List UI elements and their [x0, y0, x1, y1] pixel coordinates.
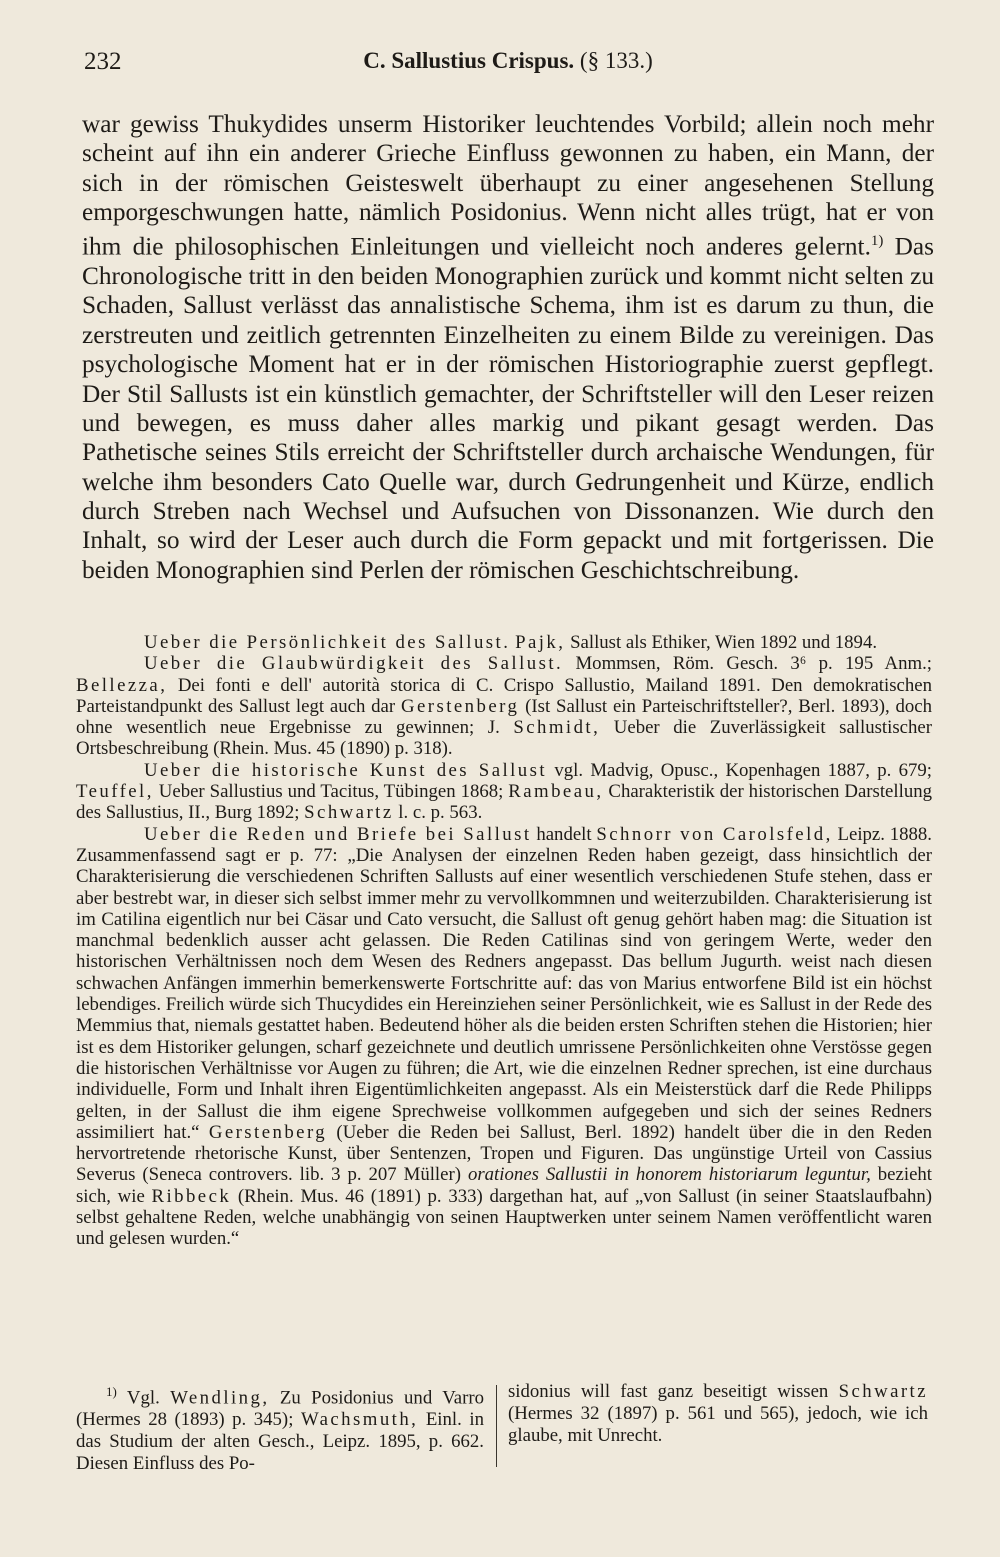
main-text	[82, 110, 934, 585]
main-text-part-2: Das Chronologische tritt in den beiden Monographien zurück und kommt nicht selten zu Schaden, Sallust verlässt das annalistische Schema, ihm ist es darum zu thun, die zerstreuten und zeitlich getrennten Einzelheiten zu einem Bilde zu vereinigen. Das psychologische Moment hat er in der römischen Historiographie zuerst gepflegt. Der Stil Sallusts ist ein künstlich gemachter, der Schriftsteller will den Leser reizen und bewegen, es muss daher alles markig und pikant gesagt werden. Das Pathetische seines Stils erreicht der Schriftsteller durch archaische Wendungen, für welche ihm besonders Cato Quelle war, durch Gedrungenheit und Kürze, endlich durch Streben nach Wechsel und Aufsuchen von Dissonanzen. Wie durch den Inhalt, so wird der Leser auch durch die Form gepackt und mit fortgerissen. Die beiden Monographien sind Perlen der römischen Geschichtschreibung.	[82, 232, 934, 584]
note-text: Ueber Sallustius und Tacitus, Tübingen 1868;	[153, 781, 509, 803]
author-name: Teuffel,	[76, 781, 154, 803]
footnote-reference: 1)	[870, 233, 884, 250]
footnote-marker: 1)	[106, 1384, 117, 1399]
author-name: Wachsmuth,	[300, 1409, 419, 1431]
running-title-section: (§ 133.)	[579, 48, 653, 73]
note-text: Dei fonti e dell' autorità storica di C. Crispo Sallustio, Mailand 1891. Den demokratischen Parteistandpunkt des Sallust legt auch dar	[76, 674, 932, 717]
note-text: (Rhein. Mus. 46 (1891) p. 333) dargethan hat, auf „von Sallust (in seiner Staatslaufbahn) selbst gehaltene Reden, welche unabhängig von seinen Hauptwerken unter seinem Namen veröffentlicht waren und gelesen wurden.“	[76, 1185, 932, 1250]
latin-quotation: orationes Sallustii in honorem historiarum leguntur,	[467, 1164, 871, 1186]
note-text: Sallust als Ethiker, Wien 1892 und 1894.	[565, 632, 878, 653]
running-header	[84, 48, 932, 82]
note-text: vgl. Madvig, Opusc., Kopenhagen 1887, p. 679;	[547, 759, 933, 781]
note-historical-art	[76, 760, 932, 824]
running-title	[84, 48, 932, 74]
author-name: Wendling,	[170, 1387, 270, 1409]
note-personality	[76, 632, 932, 653]
footnote-text: (Hermes 32 (1897) p. 561 und 565), jedoch, wie ich glaube, mit Unrecht.	[508, 1403, 928, 1446]
note-heading: Ueber die historische Kunst des Sallust	[144, 759, 548, 781]
footnote-right-column	[508, 1381, 928, 1447]
note-text: Leipz. 1888. Zusammenfassend sagt er p. 77: „Die Analysen der einzelnen Reden haben gezeigt, dass hinsichtlich der Charakterisierung die verschiedenen Schriften Sallusts auf einer wesentlich verschiedenen Stufe stehen, dass er aber bestrebt war, in dieser sich selbst immer mehr zu vervollkommnen und weiterzubilden. Charakterisierung ist im Catilina eigentlich nur bei Cäsar und Cato versucht, die Sallust oft genug gehört haben mag: die Situation ist manchmal bedenklich ausser acht gelassen. Die Reden Catilinas sind von geringem Werte, weder den historischen Verhältnissen noch dem Wesen des Redners angepasst. Das bellum Jugurth. weist nach diesen schwachen Anfängen immerhin bemerkenswerte Fortschritte auf: das von Marius entworfene Bild ist ein höchst lebendiges. Freilich würde sich Thucydides ein Hereinziehen seiner Persönlichkeit, wie es Sallust in der Rede des Memmius that, niemals gestattet haben. Bedeutend höher als die beiden ersten Schriften stehen die Historien; hier ist es dem Historiker gelungen, scharf gezeichnete und deutlich umrissene Persönlichkeiten ohne Verstösse gegen die historischen Verhältnisse vor Augen zu führen; die Art, wie die einzelnen Redner sprechen, ist eine durchaus individuelle, Form und Inhalt ihren Eigentümlichkeiten angepasst. Als ein Meisterstück darf die Rede Philipps gelten, in der Sallust die ihm eigene Sprechweise vollkommen aufgegeben und sich der seines Redners assimiliert hat.“	[76, 823, 933, 1143]
note-text: (Ist Sallust ein Parteischriftsteller?, Berl. 1893), doch ohne wesentlich neue Ergebnisse zu gewinnen; J.	[76, 695, 932, 739]
page-number: 232	[84, 48, 122, 75]
author-name: Rambeau,	[508, 781, 604, 803]
author-name: Ribbeck	[151, 1185, 232, 1207]
author-name: Schmidt,	[513, 717, 601, 739]
author-name: Schnorr von Carolsfeld,	[596, 823, 833, 845]
author-name: Pajk,	[515, 632, 566, 653]
note-text: bezieht sich, wie	[76, 1164, 933, 1207]
literature-notes	[76, 632, 932, 1250]
note-heading: Ueber die Reden und Briefe bei Sallust	[144, 823, 532, 845]
note-credibility	[76, 653, 932, 759]
author-name: Bellezza,	[76, 674, 168, 696]
note-text: l. c. p. 563.	[393, 802, 483, 824]
note-speeches	[76, 824, 932, 1250]
note-heading: Ueber die Persönlichkeit des Sallust.	[144, 632, 511, 653]
footnote-text: Vgl.	[116, 1387, 171, 1409]
note-text: handelt	[531, 823, 597, 845]
main-paragraph	[82, 110, 934, 585]
footnote-text: Einl. in das Studium der alten Gesch., Leipz. 1895, p. 662. Diesen Einfluss des Po-	[76, 1409, 484, 1475]
footnote-text: sidonius will fast ganz beseitigt wissen	[508, 1381, 839, 1402]
note-text: Ueber die Zuverlässigkeit sallustischer Ortsbeschreibung (Rhein. Mus. 45 (1890) p. 318).	[76, 717, 932, 760]
author-name: Schwartz	[304, 802, 394, 824]
author-name: Gerstenberg	[208, 1121, 328, 1143]
note-text: (Ueber die Reden bei Sallust, Berl. 1892) handelt über die in den Reden hervortretende rhetorische Kunst, über Sentenzen, Tropen und Figuren. Das ungünstige Urteil von Cassius Severus (Seneca controvers. lib. 3 p. 207 Müller)	[76, 1121, 932, 1186]
running-title-author: C. Sallustius Crispus.	[363, 48, 575, 73]
column-divider	[496, 1385, 497, 1467]
footnote-left-column	[76, 1381, 484, 1475]
footnote-text: Zu Posidonius und Varro (Hermes 28 (1893) p. 345);	[76, 1387, 484, 1431]
author-name: Schwartz	[838, 1381, 928, 1402]
footnotes	[76, 1381, 932, 1473]
main-text-part-1: war gewiss Thukydides unserm Historiker leuchtendes Vorbild; allein noch mehr scheint auf ihn ein anderer Grieche Einfluss gewonnen zu haben, ein Mann, der sich in der römischen Geisteswelt überhaupt zu einer angesehenen Stellung emporgeschwungen hatte, nämlich Posidonius. Wenn nicht alles trügt, hat er von ihm die philosophischen Einleitungen und vielleicht noch anderes gelernt.	[82, 110, 934, 261]
note-text: Mommsen, Röm. Gesch. 3⁶ p. 195 Anm.;	[563, 653, 932, 675]
author-name: Gerstenberg	[400, 695, 520, 717]
note-text: Charakteristik der historischen Darstellung des Sallustius, II., Burg 1892;	[76, 781, 933, 824]
note-heading: Ueber die Glaubwürdigkeit des Sallust.	[144, 653, 564, 675]
